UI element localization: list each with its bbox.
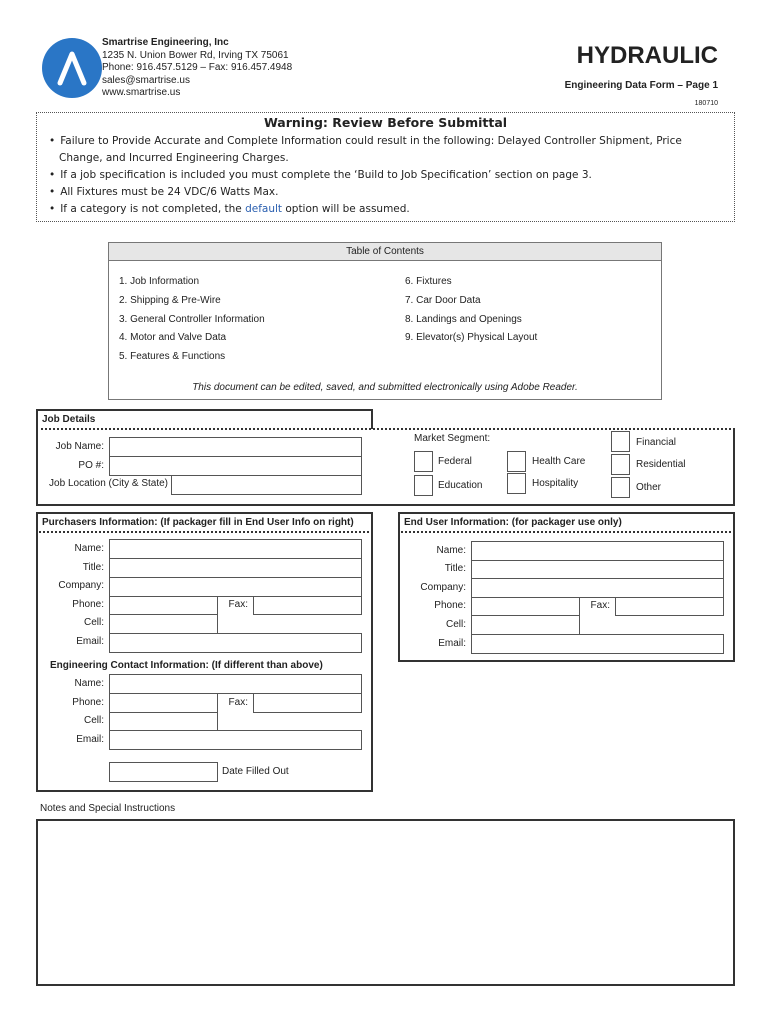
eng-phone-input[interactable] xyxy=(109,693,218,713)
job-location-label: Job Location (City & State) xyxy=(49,478,168,489)
residential-label: Residential xyxy=(636,459,686,470)
company-info xyxy=(102,37,292,100)
eng-name-label: Name: xyxy=(74,678,104,689)
federal-label: Federal xyxy=(438,456,472,467)
financial-label: Financial xyxy=(636,437,677,448)
default-link: default xyxy=(245,203,283,215)
end-user-cell-input[interactable] xyxy=(471,615,580,635)
purchaser-header: Purchasers Information: (If packager fill in End User Info on right) xyxy=(36,512,373,532)
warning-text: If a category is not completed, the xyxy=(60,203,246,215)
end-user-header: End User Information: (for packager use only) xyxy=(398,512,735,532)
federal-checkbox[interactable] xyxy=(414,451,433,472)
purchaser-cell-input[interactable] xyxy=(109,614,218,634)
end-user-company-input[interactable] xyxy=(471,578,724,598)
toc-item: 5. Features & Functions xyxy=(119,351,226,363)
toc-left-column xyxy=(119,273,265,367)
toc-item: 7. Car Door Data xyxy=(405,294,481,306)
date-filled-label: Date Filled Out xyxy=(222,766,289,777)
notes-label: Notes and Special Instructions xyxy=(40,803,176,814)
end-user-title-input[interactable] xyxy=(471,560,724,579)
company-address: 1235 N. Union Bower Rd, Irving TX 75061 xyxy=(102,49,289,61)
purchaser-email-input[interactable] xyxy=(109,633,362,653)
education-checkbox[interactable] xyxy=(414,475,433,496)
form-code: 180710 xyxy=(694,100,718,107)
end-user-cell-label: Cell: xyxy=(445,619,466,630)
toc-title: Table of Contents xyxy=(109,243,661,261)
eng-phone-label: Phone: xyxy=(72,697,104,708)
table-of-contents xyxy=(108,242,662,400)
eng-fax-input[interactable] xyxy=(253,693,362,713)
end-user-company-label: Company: xyxy=(420,582,466,593)
eng-email-label: Email: xyxy=(76,734,104,745)
end-user-name-label: Name: xyxy=(436,545,466,556)
purchaser-fax-input[interactable] xyxy=(253,596,362,615)
purchaser-phone-label: Phone: xyxy=(72,599,104,610)
end-user-fax-input[interactable] xyxy=(615,597,724,616)
warning-text: option will be assumed. xyxy=(282,203,410,215)
form-subtitle: Engineering Data Form – Page 1 xyxy=(564,80,718,91)
toc-note: This document can be edited, saved, and submitted electronically using Adobe Reader. xyxy=(192,382,578,393)
purchaser-company-label: Company: xyxy=(58,580,104,591)
warning-title: Warning: Review Before Submittal xyxy=(263,115,508,130)
market-segment-label: Market Segment: xyxy=(414,433,491,444)
purchaser-phone-input[interactable] xyxy=(109,596,218,615)
financial-checkbox[interactable] xyxy=(611,431,630,452)
toc-item: 6. Fixtures xyxy=(405,276,452,287)
company-web: www.smartrise.us xyxy=(102,87,181,98)
end-user-title-label: Title: xyxy=(444,563,466,574)
purchaser-company-input[interactable] xyxy=(109,577,362,597)
job-location-input[interactable] xyxy=(171,475,362,495)
end-user-email-input[interactable] xyxy=(471,634,724,654)
end-user-phone-input[interactable] xyxy=(471,597,580,616)
hospitality-label: Hospitality xyxy=(532,478,579,489)
end-user-name-input[interactable] xyxy=(471,541,724,561)
hospitality-checkbox[interactable] xyxy=(507,473,526,494)
po-label: PO #: xyxy=(78,460,104,471)
form-title: HYDRAULIC xyxy=(576,42,718,69)
eng-email-input[interactable] xyxy=(109,730,362,750)
toc-item: 1. Job Information xyxy=(119,276,200,287)
job-name-label: Job Name: xyxy=(55,441,104,452)
toc-item: 4. Motor and Valve Data xyxy=(119,332,227,344)
health-care-label: Health Care xyxy=(532,456,586,467)
company-phone: Phone: 916.457.5129 – Fax: 916.457.4948 xyxy=(102,62,293,73)
po-input[interactable] xyxy=(109,456,362,476)
warning-item: • Failure to Provide Accurate and Complete Information could result in the following: Delayed Controller Shipment, Price Change, and Incurred Engineering Charges. xyxy=(43,133,728,167)
warning-item: • All Fixtures must be 24 VDC/6 Watts Max. xyxy=(43,184,728,201)
end-user-email-label: Email: xyxy=(438,638,466,649)
purchaser-title-input[interactable] xyxy=(109,558,362,578)
warning-item xyxy=(43,201,728,218)
eng-cell-input[interactable] xyxy=(109,712,218,732)
purchaser-name-input[interactable] xyxy=(109,539,362,559)
purchaser-email-label: Email: xyxy=(76,636,104,647)
company-name: Smartrise Engineering, Inc xyxy=(102,37,229,48)
end-user-phone-label: Phone: xyxy=(434,600,466,611)
other-checkbox[interactable] xyxy=(611,477,630,498)
notes-textarea[interactable] xyxy=(36,819,735,986)
purchaser-name-label: Name: xyxy=(74,543,104,554)
health-care-checkbox[interactable] xyxy=(507,451,526,472)
toc-item: 2. Shipping & Pre-Wire xyxy=(119,294,221,306)
company-email: sales@smartrise.us xyxy=(102,74,190,86)
eng-name-input[interactable] xyxy=(109,674,362,694)
engineering-contact-title: Engineering Contact Information: (If different than above) xyxy=(50,660,323,671)
purchaser-fax-label: Fax: xyxy=(228,599,248,610)
education-label: Education xyxy=(438,480,483,491)
toc-right-column xyxy=(405,273,537,348)
purchaser-cell-label: Cell: xyxy=(83,617,104,628)
job-details-header: Job Details xyxy=(36,409,373,429)
warning-box xyxy=(36,112,735,222)
toc-item: 9. Elevator(s) Physical Layout xyxy=(405,332,538,344)
toc-item: 8. Landings and Openings xyxy=(405,313,522,325)
toc-item: 3. General Controller Information xyxy=(119,313,265,325)
eng-fax-label: Fax: xyxy=(228,697,248,708)
warning-item: • If a job specification is included you must complete the ‘Build to Job Specification’ section on page 3. xyxy=(43,167,728,184)
date-filled-input[interactable] xyxy=(109,762,218,782)
smartrise-logo-icon xyxy=(42,38,102,98)
eng-cell-label: Cell: xyxy=(83,715,104,726)
residential-checkbox[interactable] xyxy=(611,454,630,475)
purchaser-title-label: Title: xyxy=(82,562,104,573)
end-user-fax-label: Fax: xyxy=(590,600,610,611)
other-label: Other xyxy=(636,482,662,493)
job-name-input[interactable] xyxy=(109,437,362,457)
